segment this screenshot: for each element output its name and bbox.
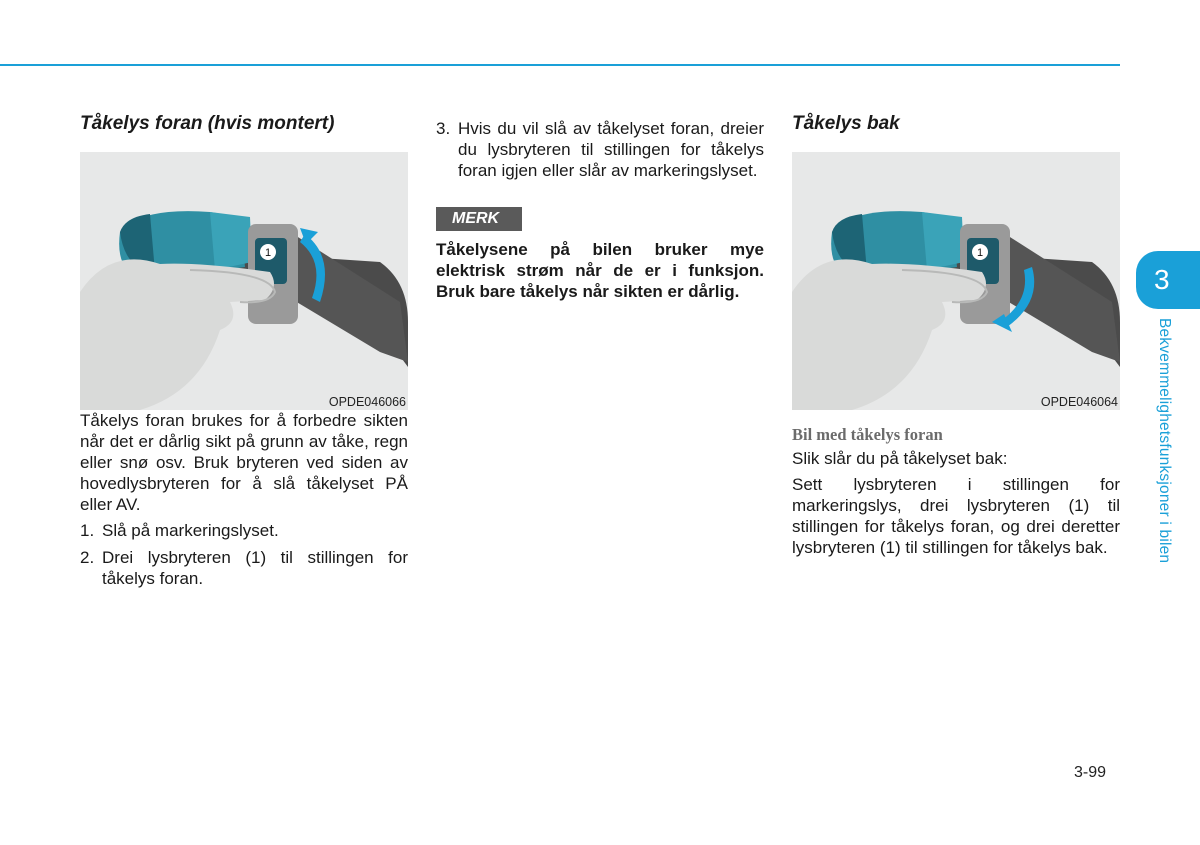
chapter-title: Bekvemmelighetsfunksjoner i bilen [1156, 318, 1173, 564]
paragraph-rear-fog-steps: Sett lysbryteren i stillingen for markeringslys, drei lysbryteren (1) til stillingen for tåkelys foran, og drei deretter lysbryteren (1) til stillingen for tåkelys bak. [792, 475, 1120, 557]
svg-text:1: 1 [265, 247, 272, 259]
subhead-front-fog-car: Bil med tåkelys foran [792, 425, 943, 444]
figure-rear-fog [792, 152, 1120, 410]
note-text: Tåkelysene på bilen bruker mye elektrisk strøm når de er i funksjon. Bruk bare tåkelys når sikten er dårlig. [436, 240, 764, 301]
figure-front-fog [80, 152, 408, 410]
figure-code: OPDE046064 [1040, 395, 1118, 409]
list-item: 1. Slå på markeringslyset. [80, 521, 279, 540]
steps-list [80, 520, 408, 589]
steps-list-continued [436, 118, 764, 181]
list-item: 3. Hvis du vil slå av tåkelyset foran, dreier du lysbryteren til stillingen for tåkelys foran igjen eller slår av markeringslyset. [436, 119, 764, 180]
figure-code: OPDE046066 [328, 395, 406, 409]
note-badge: MERK [436, 207, 522, 231]
fog-light-switch-rear-illustration [792, 152, 1120, 410]
page-number: 3-99 [1074, 764, 1107, 781]
section-title-rear-fog: Tåkelys bak [792, 113, 900, 134]
top-rule [0, 64, 1120, 66]
section-title-front-fog: Tåkelys foran (hvis montert) [80, 113, 335, 134]
list-item: 2. Drei lysbryteren (1) til stillingen for tåkelys foran. [80, 548, 408, 588]
column-front-fog [80, 112, 408, 595]
chapter-tab: 3 [1136, 251, 1200, 309]
fog-light-switch-front-illustration [80, 152, 408, 410]
column-note [436, 112, 764, 302]
column-rear-fog [792, 112, 1120, 563]
svg-text:1: 1 [977, 247, 984, 259]
paragraph-rear-fog-intro: Slik slår du på tåkelyset bak: [792, 449, 1008, 468]
paragraph-front-fog: Tåkelys foran brukes for å forbedre sikten når det er dårlig sikt på grunn av tåke, regn eller snø osv. Bruk bryteren ved siden av hovedlysbryteren for å slå tåkelyset PÅ eller AV. [80, 411, 408, 514]
